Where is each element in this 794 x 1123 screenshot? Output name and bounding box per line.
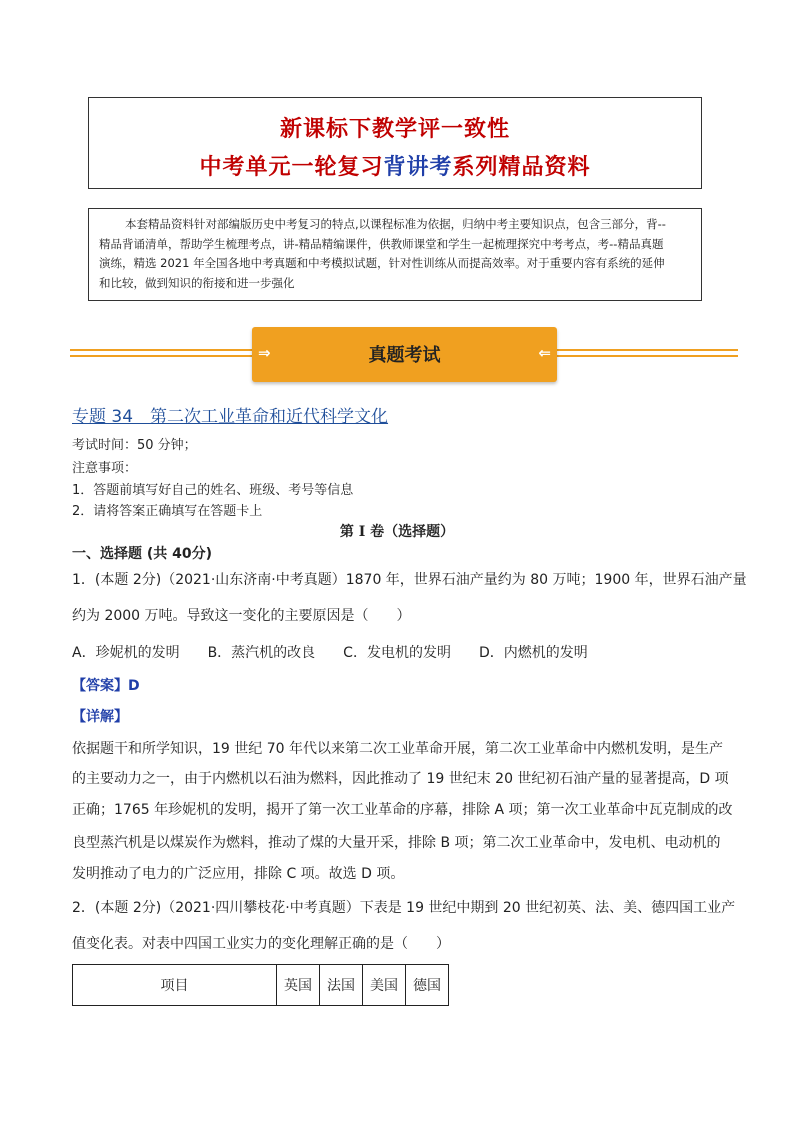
detail-line-5: 发明推动了电力的广泛应用，排除 C 项。故选 D 项。 [72, 866, 405, 882]
table-header-germany: 德国 [406, 965, 449, 1006]
table-header-uk: 英国 [277, 965, 320, 1006]
note-1: 1．答题前填写好自己的姓名、班级、考号等信息 [72, 483, 354, 498]
note-2: 2．请将答案正确填写在答题卡上 [72, 504, 263, 519]
title-line-2-part-c: 系列精品资料 [452, 154, 591, 180]
title-line-1: 新课标下教学评一致性 [279, 116, 510, 142]
double-chevron-left-icon: ⇐ [538, 344, 551, 362]
q2-line-2: 值变化表。对表中四国工业实力的变化理解正确的是（ ） [72, 936, 450, 952]
intro-line-4: 和比较，做到知识的衔接和进一步强化 [99, 275, 295, 290]
detail-label: 【详解】 [72, 709, 128, 725]
table-header-france: 法国 [320, 965, 363, 1006]
title-line-2 [89, 150, 701, 181]
answer-value: D [128, 678, 140, 694]
intro-line-2: 精品背诵清单，帮助学生梳理考点，讲-精品精编课件，供教师课堂和学生一起梳理探究中考考点，考--精品真题 [99, 236, 664, 251]
detail-line-1: 依据题干和所学知识，19 世纪 70 年代以来第二次工业革命开展，第二次工业革命中内燃机发明，是生产 [72, 741, 723, 757]
exam-time: 考试时间：50 分钟； [72, 438, 197, 453]
q1-options: A．珍妮机的发明 B．蒸汽机的改良 C．发电机的发明 D．内燃机的发明 [72, 645, 588, 661]
intro-box [88, 208, 702, 301]
answer-label: 【答案】 [72, 678, 128, 694]
intro-line-3: 演练，精选 2021 年全国各地中考真题和中考模拟试题，针对性训练从而提高效率。对于重要内容有系统的延伸 [99, 256, 665, 270]
q2-table [72, 964, 449, 1006]
section-banner [252, 327, 557, 382]
detail-line-2: 的主要动力之一，由于内燃机以石油为燃料，因此推动了 19 世纪末 20 世纪初石油产量的显著提高，D 项 [72, 771, 729, 787]
detail-line-4: 良型蒸汽机是以煤炭作为燃料，推动了煤的大量开采，排除 B 项；第二次工业革命中，发电机、电动机的 [72, 835, 721, 851]
divider-line-left-bottom [70, 355, 252, 357]
divider-line-right-top [557, 349, 738, 351]
topic-title: 专题 34 第二次工业革命和近代科学文化 [72, 407, 389, 427]
q1-line-1: 1．(本题 2分)（2021·山东济南·中考真题）1870 年，世界石油产量约为 80 万吨；1900 年，世界石油产量 [72, 572, 747, 588]
double-chevron-right-icon: ⇒ [258, 344, 271, 362]
notes-title: 注意事项： [72, 461, 138, 476]
part-title: 一、选择题 (共 40分) [72, 546, 213, 562]
volume-title: 第 I 卷（选择题） [339, 524, 455, 540]
title-box [88, 97, 702, 189]
q2-line-1: 2．(本题 2分)（2021·四川攀枝花·中考真题）下表是 19 世纪中期到 20 世纪初英、法、美、德四国工业产 [72, 900, 736, 916]
title-line-2-part-b: 背讲考 [383, 154, 453, 180]
banner-label: 真题考试 [368, 345, 441, 366]
divider-line-left-top [70, 349, 252, 351]
q1-line-2: 约为 2000 万吨。导致这一变化的主要原因是（ ） [72, 608, 411, 624]
table-row [73, 965, 449, 1006]
table-header-item: 项目 [73, 965, 277, 1006]
table-header-usa: 美国 [363, 965, 406, 1006]
intro-line-1: 本套精品资料针对部编版历史中考复习的特点,以课程标准为依据，归纳中考主要知识点，包含三部分，背-- [125, 217, 666, 231]
title-line-2-part-a: 中考单元一轮复习 [199, 154, 384, 180]
detail-line-3: 正确；1765 年珍妮机的发明，揭开了第一次工业革命的序幕，排除 A 项；第一次工业革命中瓦克制成的改 [72, 802, 733, 818]
q1-answer [72, 675, 140, 695]
divider-line-right-bottom [557, 355, 738, 357]
